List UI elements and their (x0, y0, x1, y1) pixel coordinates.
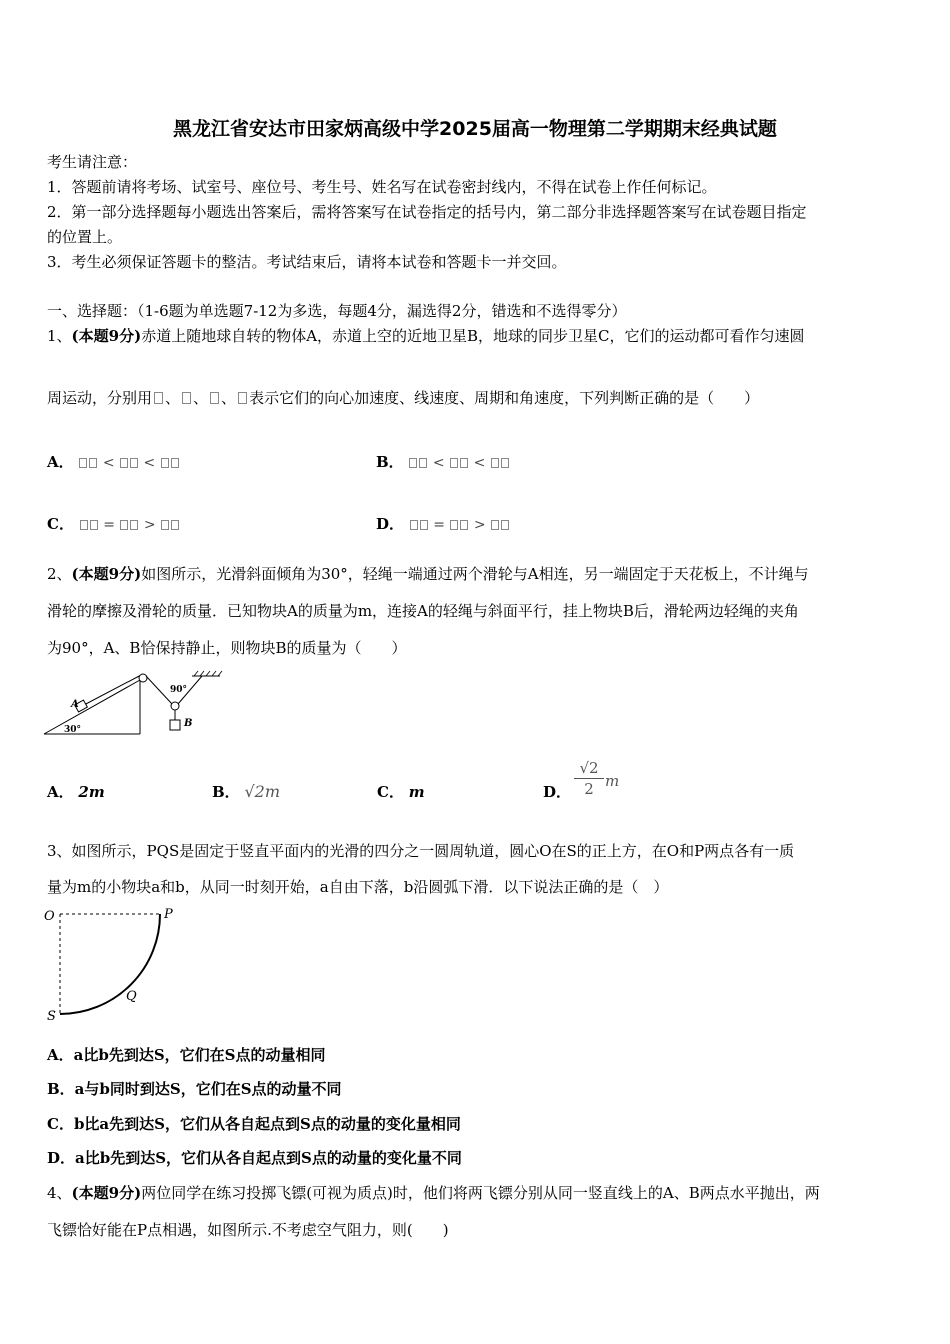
notice-item: 1．答题前请将考场、试室号、座位号、考生号、姓名写在试卷密封线内，不得在试卷上作任何标记。 (47, 178, 717, 196)
angle-label: 90° (170, 685, 188, 695)
quarter-circle-figure (40, 902, 190, 1026)
formula-placeholder: < < (78, 455, 179, 471)
question-4-line2: 飞镖恰好能在P点相遇，如图所示.不考虑空气阻力，则( ) (47, 1221, 449, 1239)
question-3-line2: 量为m的小物块a和b，从同一时刻开始，a自由下落，b沿圆弧下滑．以下说法正确的是（ ） (47, 878, 669, 896)
q1-option-d[interactable]: D． = > (376, 514, 510, 535)
question-1-line1 (47, 326, 805, 346)
question-3-line1: 3、如图所示，PQS是固定于竖直平面内的光滑的四分之一圆周轨道，圆心O在S的正上方，在O和P两点各有一质 (47, 842, 795, 860)
q1-option-c[interactable]: C． = > (47, 514, 180, 535)
notice-item: 的位置上。 (47, 228, 123, 246)
question-text: 表示它们的向心加速度、线速度、周期和角速度，下列判断正确的是（ ） (249, 389, 760, 407)
point-s: S (47, 1009, 56, 1024)
q3-option-c[interactable]: C．b比a先到达S，它们从各自起点到S点的动量的变化量相同 (47, 1115, 461, 1133)
question-2-line2: 滑轮的摩擦及滑轮的质量．已知物块A的质量为m，连接A的轻绳与斜面平行，挂上物块B后，滑轮两边轻绳的夹角 (47, 602, 799, 620)
fraction-suffix: m (605, 772, 620, 790)
question-score: (本题9分) (71, 327, 142, 345)
formula-placeholder: < < (408, 455, 509, 471)
question-number: 1、 (47, 327, 72, 345)
q3-option-a[interactable]: A．a比b先到达S，它们在S点的动量相同 (47, 1046, 326, 1064)
label-b: B (184, 718, 193, 729)
formula-placeholder: 、 、 、 (152, 389, 249, 407)
q1-option-a[interactable]: A． < < (47, 452, 180, 473)
section-heading: 一、选择题：（1-6题为单选题7-12为多选，每题4分，漏选得2分，错选和不选得零分） (47, 302, 627, 320)
question-text: 赤道上随地球自转的物体A，赤道上空的近地卫星B，地球的同步卫星C，它们的运动都可看作匀速圆 (141, 327, 805, 345)
incline-pulley-figure (40, 668, 230, 740)
point-p: P (164, 907, 173, 922)
fraction: √2 2 (574, 758, 604, 799)
question-4-line1: 4、(本题9分)两位同学在练习投掷飞镖(可视为质点)时，他们将两飞镖分别从同一竖直线上的A、B两点水平抛出，两 (47, 1184, 820, 1202)
notice-item: 3．考生必须保证答题卡的整洁。考试结束后，请将本试卷和答题卡一并交回。 (47, 253, 567, 271)
question-1-line2 (47, 388, 759, 408)
formula-placeholder: = > (79, 517, 180, 533)
q2-option-b[interactable]: B． √2m (212, 782, 281, 801)
q3-option-b[interactable]: B．a与b同时到达S，它们在S点的动量不同 (47, 1080, 342, 1098)
angle-label: 30° (64, 725, 82, 735)
q2-option-c[interactable]: C． m (377, 783, 425, 801)
q3-option-d[interactable]: D．a比b先到达S，它们从各自起点到S点的动量的变化量不同 (47, 1149, 462, 1167)
label-a: A (71, 699, 79, 710)
q2-option-a[interactable]: A． 2m (47, 783, 105, 801)
page-title: 黑龙江省安达市田家炳高级中学2025届高一物理第二学期期末经典试题 (173, 118, 777, 140)
point-q: Q (126, 989, 137, 1004)
point-o: O (44, 909, 55, 924)
q1-option-b[interactable]: B． < < (376, 452, 510, 473)
q2-option-d[interactable]: D． (543, 783, 572, 801)
question-2-line3: 为90°，A、B恰保持静止，则物块B的质量为（ ） (47, 639, 407, 657)
notice-heading: 考生请注意： (47, 153, 138, 171)
question-text: 周运动，分别用 (47, 389, 153, 407)
notice-item: 2．第一部分选择题每小题选出答案后，需将答案写在试卷指定的括号内，第二部分非选择题答案写在试卷题目指定 (47, 203, 807, 221)
question-2-line1: 2、(本题9分)如图所示，光滑斜面倾角为30°，轻绳一端通过两个滑轮与A相连，另一端固定于天花板上，不计绳与 (47, 565, 809, 583)
formula-placeholder: = > (409, 517, 510, 533)
